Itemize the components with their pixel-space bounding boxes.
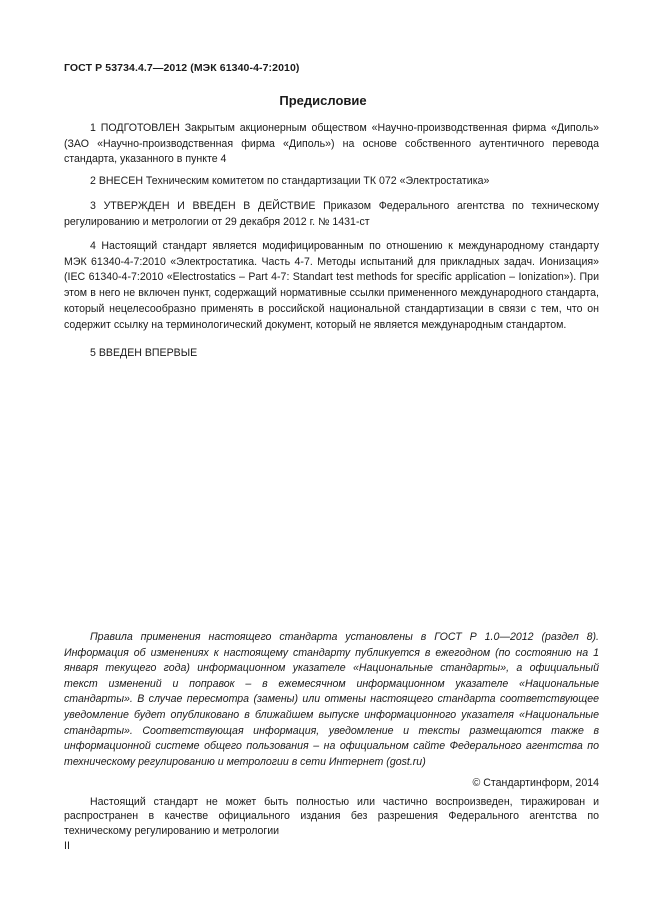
reproduction-rights: [64, 795, 599, 838]
page-title: Предисловие: [279, 93, 367, 108]
paragraph-text: 2 ВНЕСЕН Техническим комитетом по стандартизации ТК 072 «Электростатика»: [90, 175, 490, 187]
paragraph-text: 1 ПОДГОТОВЛЕН Закрытым акционерным обществом «Научно-производственная фирма «Диполь» (ЗАО «Научно-производственная фирма «Диполь») на основе собственного аутентичного перевода стандарта, указанного в пункте 4: [64, 122, 599, 166]
paragraph-first-introduced: [64, 346, 599, 362]
notice-text: Правила применения настоящего стандарта установлены в ГОСТ Р 1.0—2012 (раздел 8). Информация об изменениях к настоящему стандарту публикуется в ежегодном (по состоянию на 1 января текущего года) информационном указателе «Национальные стандарты», а официальный текст изменений и поправок – в ежемесячном информационном указателе «Национальные стандарты». В случае пересмотра (замены) или отмены настоящего стандарта соответствующее уведомление будет опубликовано в ближайшем выпуске информационного указателя «Национальные стандарты». Соответствующая информация, уведомление и тексты размещаются также в информационной системе общего пользования – на официальном сайте Федерального агентства по техническому регулированию и метрологии в сети Интернет (gost.ru): [64, 631, 599, 768]
paragraph-prepared: [64, 121, 599, 168]
page-number: II: [64, 840, 70, 852]
copyright-line: © Стандартинформ, 2014: [472, 777, 599, 789]
application-rules-notice: [64, 630, 599, 770]
paragraph-introduced: [64, 174, 599, 190]
paragraph-modified-standard: [64, 239, 599, 333]
rights-text: Настоящий стандарт не может быть полностью или частично воспроизведен, тиражирован и распространен в качестве официального издания без разрешения Федерального агентства по техническому регулированию и метрологии: [64, 796, 599, 837]
paragraph-approved: [64, 199, 599, 230]
paragraph-text: 3 УТВЕРЖДЕН И ВВЕДЕН В ДЕЙСТВИЕ Приказом Федерального агентства по техническому регулированию и метрологии от 29 декабря 2012 г. № 1431-ст: [64, 200, 599, 228]
paragraph-text: 4 Настоящий стандарт является модифицированным по отношению к международному стандарту МЭК 61340-4-7:2010 «Электростатика. Часть 4-7. Методы испытаний для прикладных задач. Ионизация» (IEC 61340-4-7:2010 «Electrostatics – Part 4-7: Standart test methods for specific application – Ionization»). При этом в него не включен пункт, содержащий нормативные ссылки примененного международного стандарта, который нецелесообразно применять в российской национальной стандартизации в связи с тем, что он содержит ссылку на терминологический документ, который не является международным стандартом.: [64, 240, 599, 331]
paragraph-text: 5 ВВЕДЕН ВПЕРВЫЕ: [90, 347, 198, 359]
document-header: ГОСТ Р 53734.4.7—2012 (МЭК 61340-4-7:2010): [64, 62, 300, 74]
